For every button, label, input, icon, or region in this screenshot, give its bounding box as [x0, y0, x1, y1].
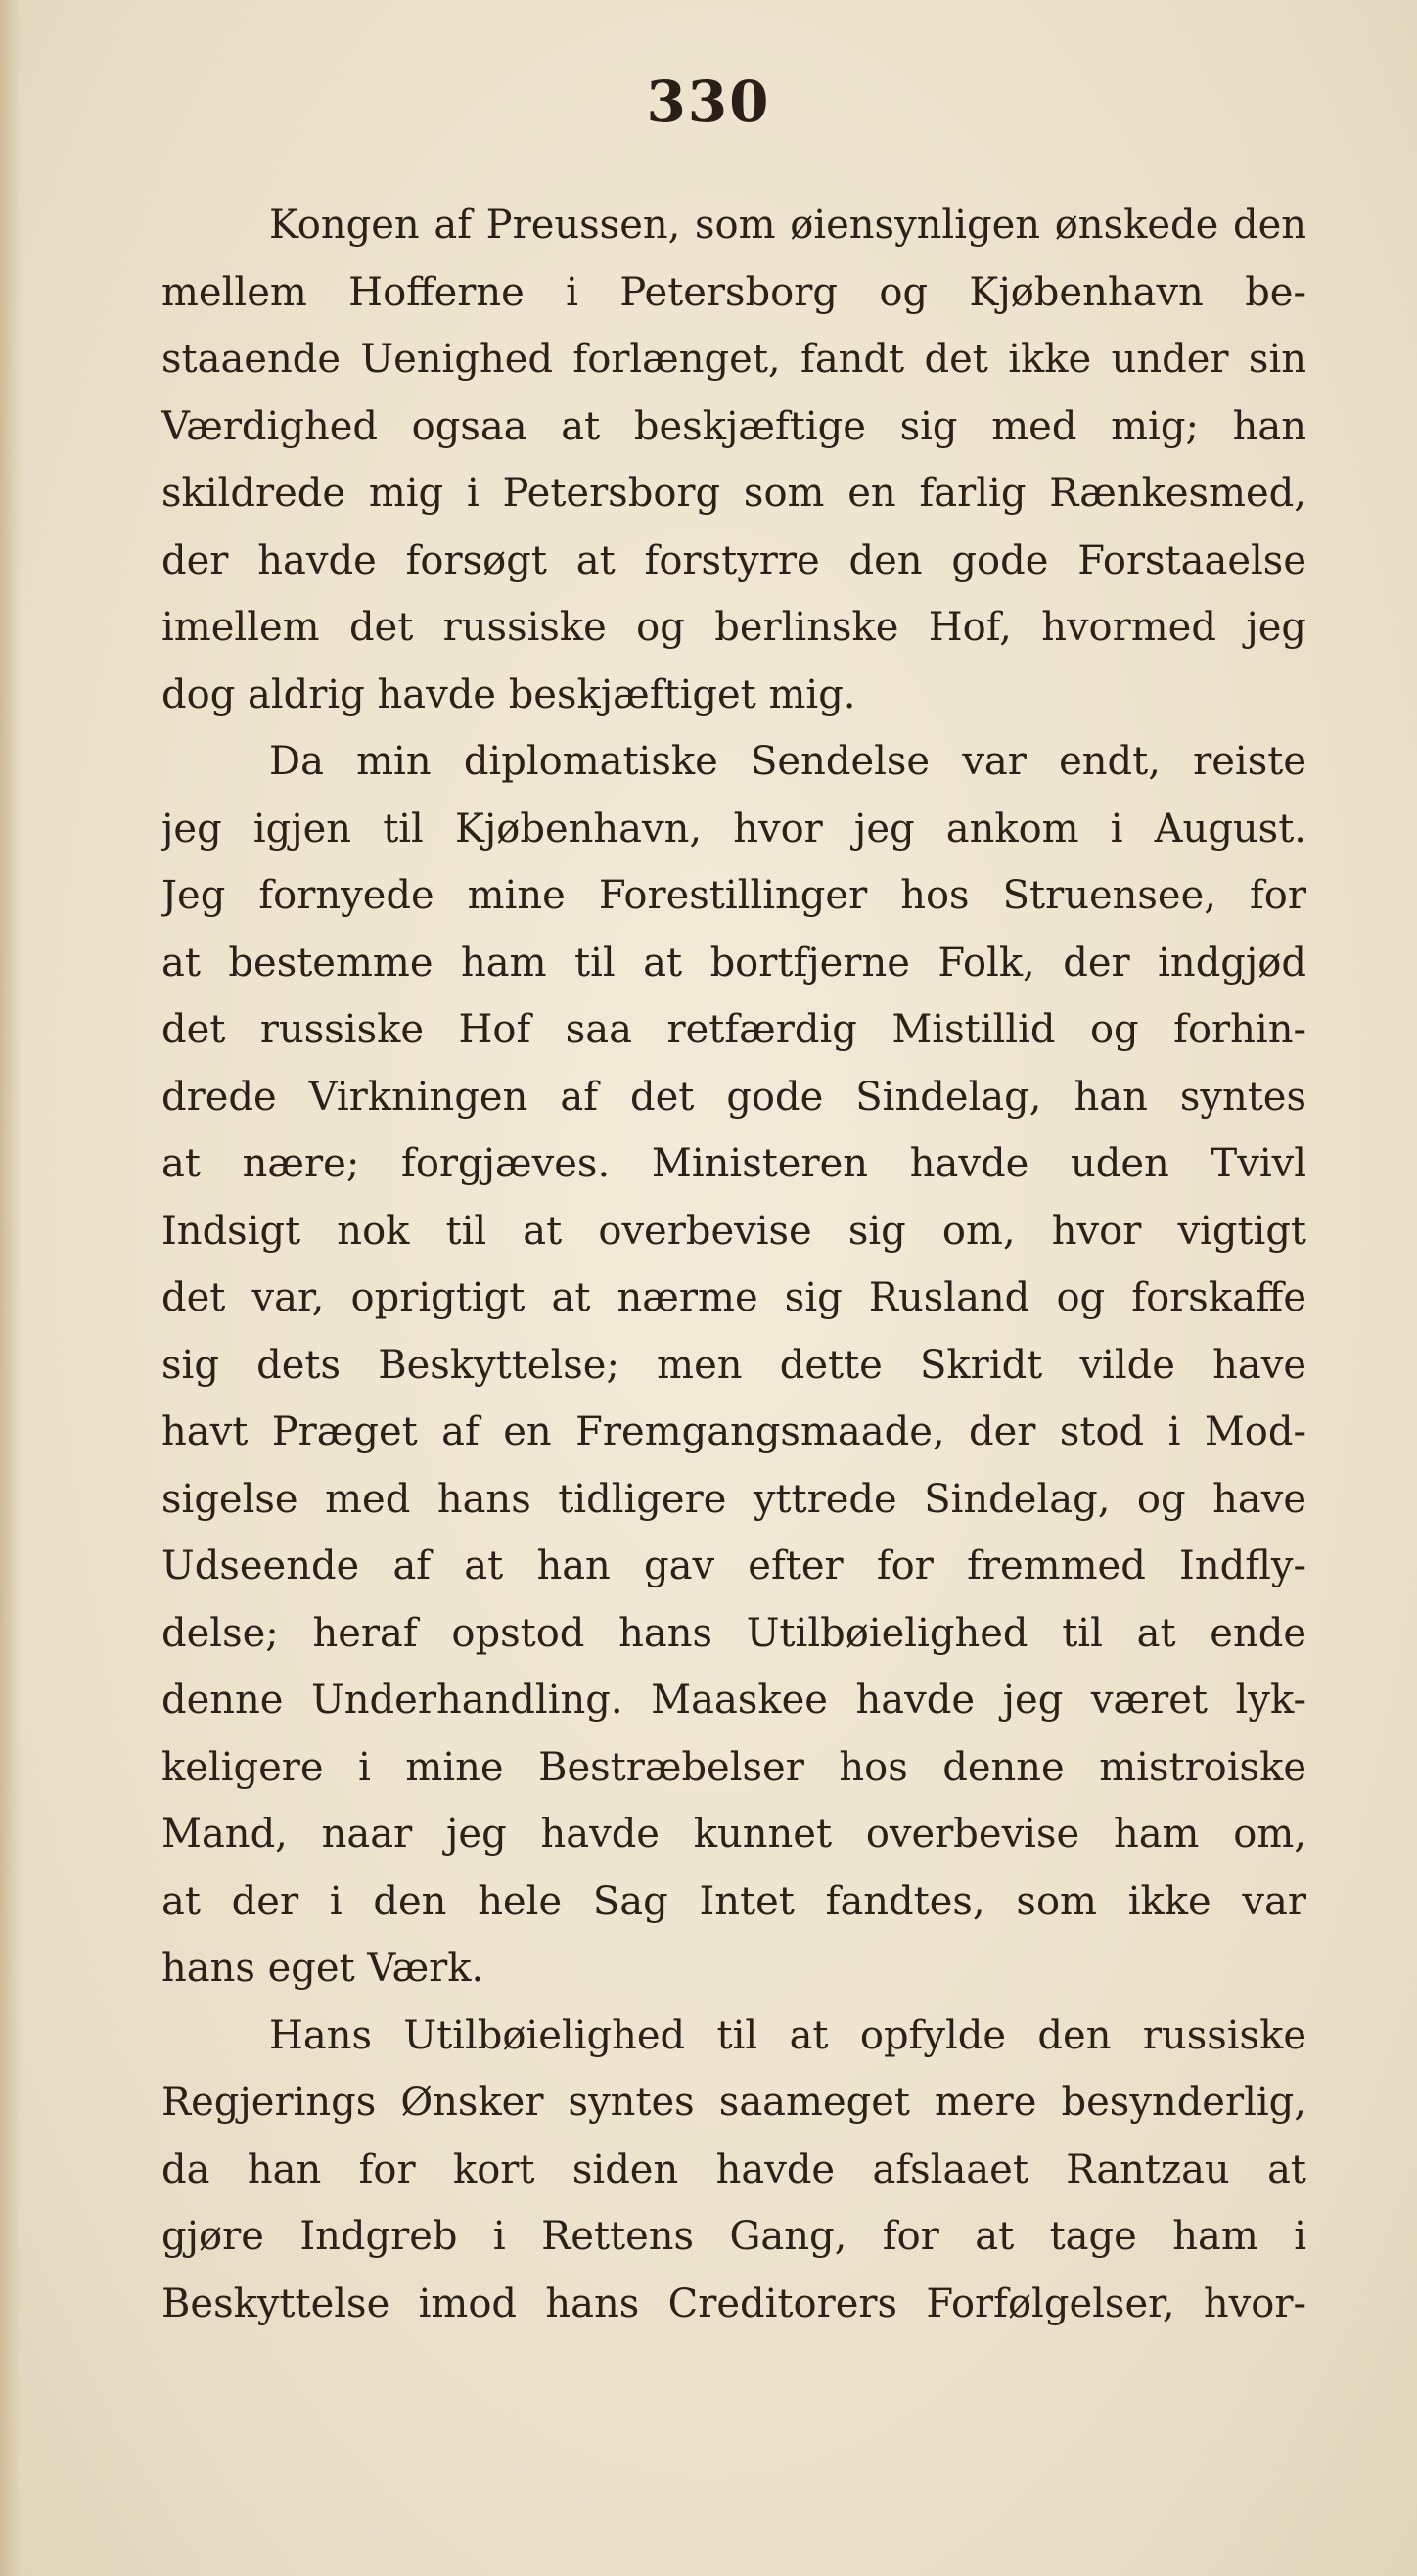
text-line: Regjerings Ønsker syntes saameget mere besynderlig, — [161, 2080, 1306, 2125]
text-line: Kongen af Preussen, som øiensynligen ønskede den — [269, 203, 1306, 248]
text-line: gjøre Indgreb i Rettens Gang, for at tage ham i — [161, 2214, 1306, 2259]
text-line: sig dets Beskyttelse; men dette Skridt vilde have — [161, 1342, 1306, 1388]
text-line: havt Præget af en Fremgangsmaade, der stod i Mod- — [161, 1409, 1306, 1454]
text-line: skildrede mig i Petersborg som en farlig Rænkesmed, — [161, 471, 1306, 516]
text-line: at der i den hele Sag Intet fandtes, som ikke var — [161, 1878, 1306, 1924]
text-line: det var, oprigtigt at nærme sig Rusland og forskaffe — [161, 1275, 1306, 1320]
text-line: mellem Hofferne i Petersborg og Kjøbenhavn be- — [161, 269, 1306, 315]
text-line: Hans Utilbøielighed til at opfylde den russiske — [269, 2012, 1306, 2058]
paragraph-2 — [161, 728, 1306, 2002]
body-text — [161, 192, 1306, 2337]
text-line: der havde forsøgt at forstyrre den gode Forstaaelse — [161, 537, 1306, 583]
paragraph-3 — [161, 2002, 1306, 2338]
text-line: da han for kort siden havde afslaaet Rantzau at — [161, 2146, 1306, 2192]
text-line: at bestemme ham til at bortfjerne Folk, der indgjød — [161, 940, 1306, 986]
text-line: Jeg fornyede mine Forestillinger hos Struensee, for — [161, 873, 1306, 918]
text-line: hans eget Værk. — [161, 1946, 484, 1991]
text-line: imellem det russiske og berlinske Hof, hvormed jeg — [161, 605, 1306, 650]
paragraph-1 — [161, 192, 1306, 728]
text-line: denne Underhandling. Maaskee havde jeg været lyk- — [161, 1678, 1306, 1723]
text-line: Mand, naar jeg havde kunnet overbevise ham om, — [161, 1812, 1306, 1857]
text-line: Værdighed ogsaa at beskjæftige sig med mig; han — [161, 403, 1306, 449]
text-line: Indsigt nok til at overbevise sig om, hvor vigtigt — [161, 1208, 1306, 1254]
text-line: delse; heraf opstod hans Utilbøielighed til at ende — [161, 1610, 1306, 1656]
text-line: Da min diplomatiske Sendelse var endt, reiste — [269, 739, 1306, 784]
text-line: staaende Uenighed forlænget, fandt det ikke under sin — [161, 337, 1306, 382]
text-line: keligere i mine Bestræbelser hos denne mistroiske — [161, 1744, 1306, 1790]
page-number: 330 — [646, 69, 771, 135]
text-line: at nære; forgjæves. Ministeren havde uden Tvivl — [161, 1141, 1306, 1186]
text-line: drede Virkningen af det gode Sindelag, han syntes — [161, 1074, 1306, 1120]
text-line: dog aldrig havde beskjæftiget mig. — [161, 671, 856, 717]
text-line: Beskyttelse imod hans Creditorers Forfølgelser, hvor- — [161, 2280, 1306, 2326]
text-line: Udseende af at han gav efter for fremmed Indfly- — [161, 1543, 1306, 1588]
text-line: sigelse med hans tidligere yttrede Sindelag, og have — [161, 1476, 1306, 1522]
text-line: jeg igjen til Kjøbenhavn, hvor jeg ankom i August. — [161, 805, 1306, 851]
page-edge-shadow — [0, 0, 22, 2576]
text-line: det russiske Hof saa retfærdig Mistillid og forhin- — [161, 1007, 1306, 1052]
